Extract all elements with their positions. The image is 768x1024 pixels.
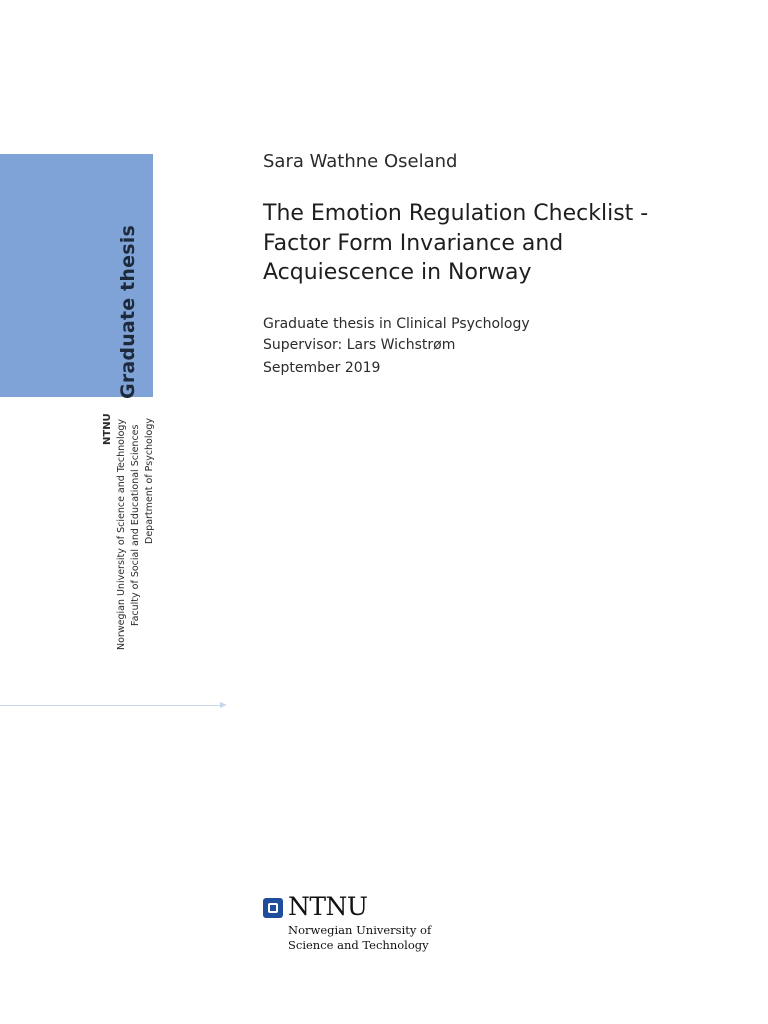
spine-department: Department of Psychology	[144, 418, 155, 544]
title-line: The Emotion Regulation Checklist -	[263, 201, 649, 226]
spine-ntnu: NTNU	[102, 413, 113, 445]
submission-date: September 2019	[263, 360, 381, 376]
divider-arrow-icon	[220, 702, 227, 708]
divider-line	[0, 705, 222, 706]
logo-wordmark: NTNU	[288, 892, 368, 921]
graduate-thesis-label: Graduate thesis	[117, 225, 139, 399]
thesis-type: Graduate thesis in Clinical Psychology	[263, 316, 530, 332]
thesis-title	[263, 199, 733, 288]
title-line: Factor Form Invariance and	[263, 230, 564, 256]
spine-university: Norwegian University of Science and Technology	[116, 418, 127, 650]
spine-faculty: Faculty of Social and Educational Sciences	[130, 424, 141, 626]
supervisor: Supervisor: Lars Wichstrøm	[263, 337, 456, 353]
logo-subtitle-line: Norwegian University of	[288, 923, 432, 937]
title-line: Acquiescence in Norway	[263, 260, 532, 285]
author-name: Sara Wathne Oseland	[263, 151, 458, 172]
ntnu-logo-icon	[263, 898, 283, 918]
logo-subtitle-line: Science and Technology	[288, 938, 429, 952]
